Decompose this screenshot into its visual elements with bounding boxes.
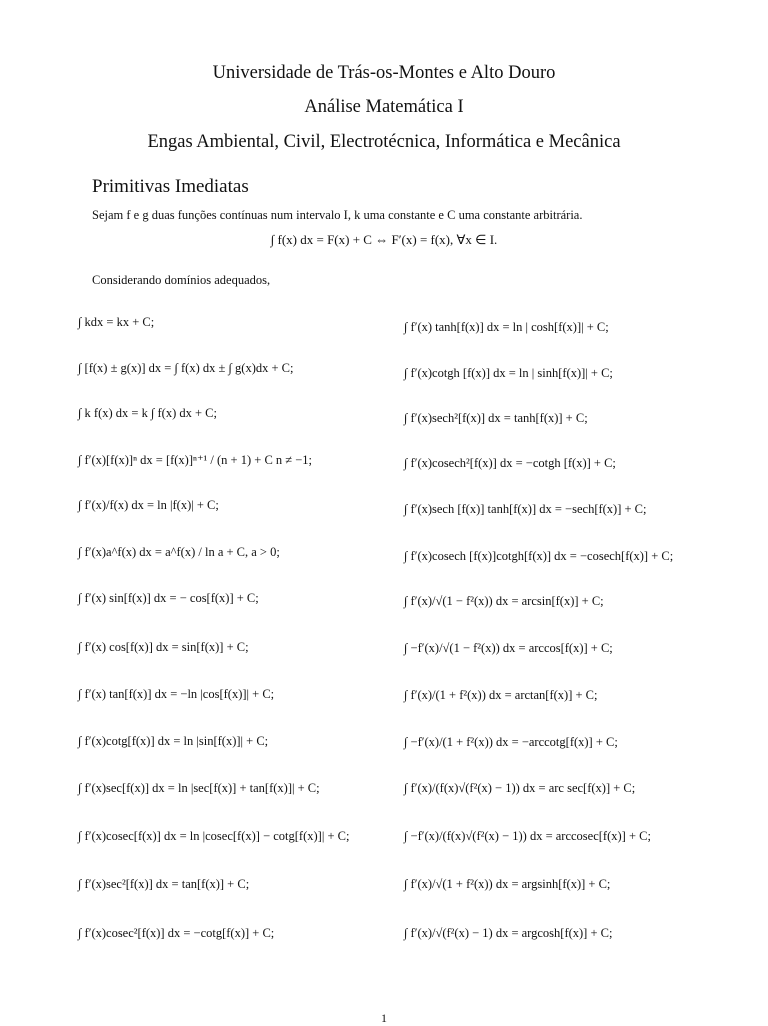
formula-left-2: ∫ [f(x) ± g(x)] dx = ∫ f(x) dx ± ∫ g(x)dx + C; bbox=[78, 361, 294, 375]
formula-right-7: ∫ f′(x)/√(1 − f²(x)) dx = arcsin[f(x)] + C; bbox=[404, 594, 604, 608]
considering-text: Considerando domínios adequados, bbox=[92, 273, 271, 287]
formula-left-3: ∫ k f(x) dx = k ∫ f(x) dx + C; bbox=[78, 406, 217, 420]
formula-left-4: ∫ f′(x)[f(x)]ⁿ dx = [f(x)]ⁿ⁺¹ / (n + 1) + C n ≠ −1; bbox=[78, 453, 313, 467]
formula-right-8: ∫ −f′(x)/√(1 − f²(x)) dx = arccos[f(x)] + C; bbox=[404, 641, 613, 655]
formula-right-11: ∫ f′(x)/(f(x)√(f²(x) − 1)) dx = arc sec[f(x)] + C; bbox=[404, 781, 636, 795]
formula-left-12: ∫ f′(x)cosec[f(x)] dx = ln |cosec[f(x)] − cotg[f(x)]| + C; bbox=[78, 829, 350, 843]
formula-right-6: ∫ f′(x)cosech [f(x)]cotgh[f(x)] dx = −cosech[f(x)] + C; bbox=[404, 549, 674, 563]
course-title: Análise Matemática I bbox=[304, 97, 464, 117]
formula-left-13: ∫ f′(x)sec²[f(x)] dx = tan[f(x)] + C; bbox=[78, 877, 250, 891]
definition-formula: ∫ f(x) dx = F(x) + C ⇔ F′(x) = f(x), ∀x ∈ I. bbox=[270, 232, 498, 247]
formula-left-5: ∫ f′(x)/f(x) dx = ln |f(x)| + C; bbox=[78, 498, 219, 512]
formula-left-7: ∫ f′(x) sin[f(x)] dx = − cos[f(x)] + C; bbox=[78, 591, 259, 605]
intro-paragraph: Sejam f e g duas funções contínuas num intervalo I, k uma constante e C uma constante arbitrária. bbox=[92, 208, 583, 222]
formula-left-8: ∫ f′(x) cos[f(x)] dx = sin[f(x)] + C; bbox=[78, 640, 249, 654]
formula-right-14: ∫ f′(x)/√(f²(x) − 1) dx = argcosh[f(x)] + C; bbox=[404, 926, 613, 940]
programs-line: Engas Ambiental, Civil, Electrotécnica, Informática e Mecânica bbox=[147, 132, 621, 152]
formula-right-12: ∫ −f′(x)/(f(x)√(f²(x) − 1)) dx = arccosec[f(x)] + C; bbox=[404, 829, 651, 843]
formula-right-2: ∫ f′(x)cotgh [f(x)] dx = ln | sinh[f(x)]| + C; bbox=[404, 366, 613, 380]
formula-left-10: ∫ f′(x)cotg[f(x)] dx = ln |sin[f(x)]| + C; bbox=[78, 734, 269, 748]
formula-right-13: ∫ f′(x)/√(1 + f²(x)) dx = argsinh[f(x)] + C; bbox=[404, 877, 611, 891]
formula-right-5: ∫ f′(x)sech [f(x)] tanh[f(x)] dx = −sech[f(x)] + C; bbox=[404, 502, 647, 516]
formula-right-9: ∫ f′(x)/(1 + f²(x)) dx = arctan[f(x)] + C; bbox=[404, 688, 598, 702]
formula-right-1: ∫ f′(x) tanh[f(x)] dx = ln | cosh[f(x)]| + C; bbox=[404, 320, 609, 334]
formula-right-3: ∫ f′(x)sech²[f(x)] dx = tanh[f(x)] + C; bbox=[404, 411, 588, 425]
formula-left-1: ∫ kdx = kx + C; bbox=[78, 315, 155, 329]
section-title: Primitivas Imediatas bbox=[92, 176, 249, 197]
formula-left-14: ∫ f′(x)cosec²[f(x)] dx = −cotg[f(x)] + C; bbox=[78, 926, 275, 940]
page-number: 1 bbox=[381, 1011, 387, 1025]
formula-left-6: ∫ f′(x)a^f(x) dx = a^f(x) / ln a + C, a > 0; bbox=[78, 545, 280, 559]
formula-left-9: ∫ f′(x) tan[f(x)] dx = −ln |cos[f(x)]| + C; bbox=[78, 687, 275, 701]
formula-right-10: ∫ −f′(x)/(1 + f²(x)) dx = −arccotg[f(x)] + C; bbox=[404, 735, 618, 749]
formula-right-4: ∫ f′(x)cosech²[f(x)] dx = −cotgh [f(x)] + C; bbox=[404, 456, 616, 470]
university-name: Universidade de Trás-os-Montes e Alto Douro bbox=[212, 63, 556, 83]
formula-left-11: ∫ f′(x)sec[f(x)] dx = ln |sec[f(x)] + tan[f(x)]| + C; bbox=[78, 781, 320, 795]
